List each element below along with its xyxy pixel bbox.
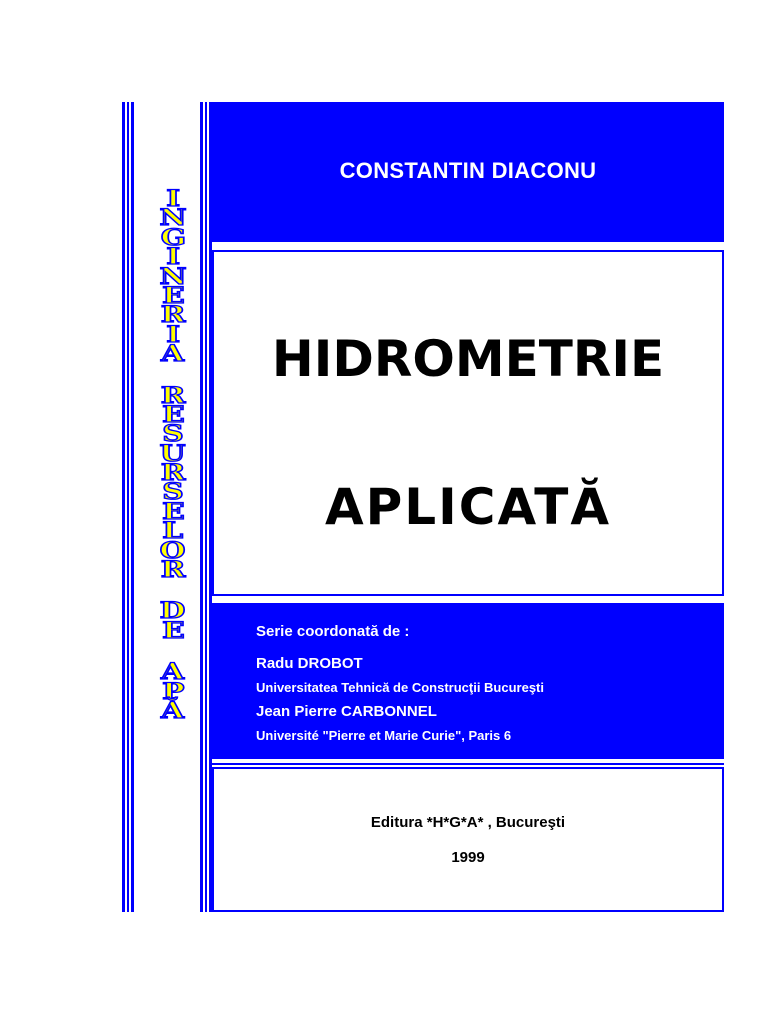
spine-letter: E <box>161 401 185 428</box>
spine-letter: D <box>160 598 186 625</box>
spine-letter: U <box>160 440 186 467</box>
spine-letter: R <box>160 557 186 584</box>
coordinator-2-name: Jean Pierre CARBONNEL <box>256 703 437 720</box>
book-spine <box>122 102 212 912</box>
coordinator-1-name: Radu DROBOT <box>256 655 363 672</box>
publisher: Editura *H*G*A* , Bucureşti <box>370 814 566 831</box>
spine-letter: E <box>161 282 185 309</box>
spine-letter: Ă <box>161 697 185 724</box>
title-panel <box>212 250 724 596</box>
spine-letter: N <box>159 263 187 290</box>
spine-letter: R <box>160 460 186 487</box>
book-title-line2: APLICATĂ <box>324 478 612 536</box>
publication-year: 1999 <box>451 849 485 866</box>
spine-letter: S <box>162 479 184 506</box>
spine-letter: I <box>166 186 180 212</box>
spine-word <box>160 382 186 584</box>
spine-letter: P <box>161 678 185 705</box>
spine-letter: L <box>162 518 184 545</box>
spine-letter: I <box>166 321 180 348</box>
spine-letter: N <box>159 205 187 232</box>
spine-letter: S <box>162 421 184 448</box>
coordinator-2-affiliation: Université "Pierre et Marie Curie", Paris 6 <box>256 728 512 743</box>
spine-letter: I <box>166 244 180 271</box>
spine-letter: E <box>161 617 185 644</box>
spine-word <box>160 598 186 644</box>
spine-word <box>161 659 185 724</box>
spine-word <box>159 186 187 368</box>
author-name: CONSTANTIN DIACONU <box>339 158 597 183</box>
spine-series-title <box>148 186 198 850</box>
book-cover <box>122 102 724 912</box>
spine-letter: R <box>160 382 186 409</box>
book-title-line1: HIDROMETRIE <box>271 330 665 388</box>
spine-letter: A <box>161 659 185 686</box>
spine-letter: E <box>161 498 185 525</box>
author-panel <box>212 102 724 242</box>
spine-letter: O <box>160 537 186 564</box>
spine-letter: G <box>160 224 186 251</box>
series-panel <box>212 603 724 759</box>
publisher-panel <box>212 767 724 912</box>
divider <box>212 763 724 765</box>
spine-letter: A <box>161 341 185 368</box>
series-label: Serie coordonată de : <box>256 623 410 640</box>
coordinator-1-affiliation: Universitatea Tehnică de Construcţii Bucureşti <box>256 680 544 695</box>
spine-letter: R <box>160 302 186 329</box>
